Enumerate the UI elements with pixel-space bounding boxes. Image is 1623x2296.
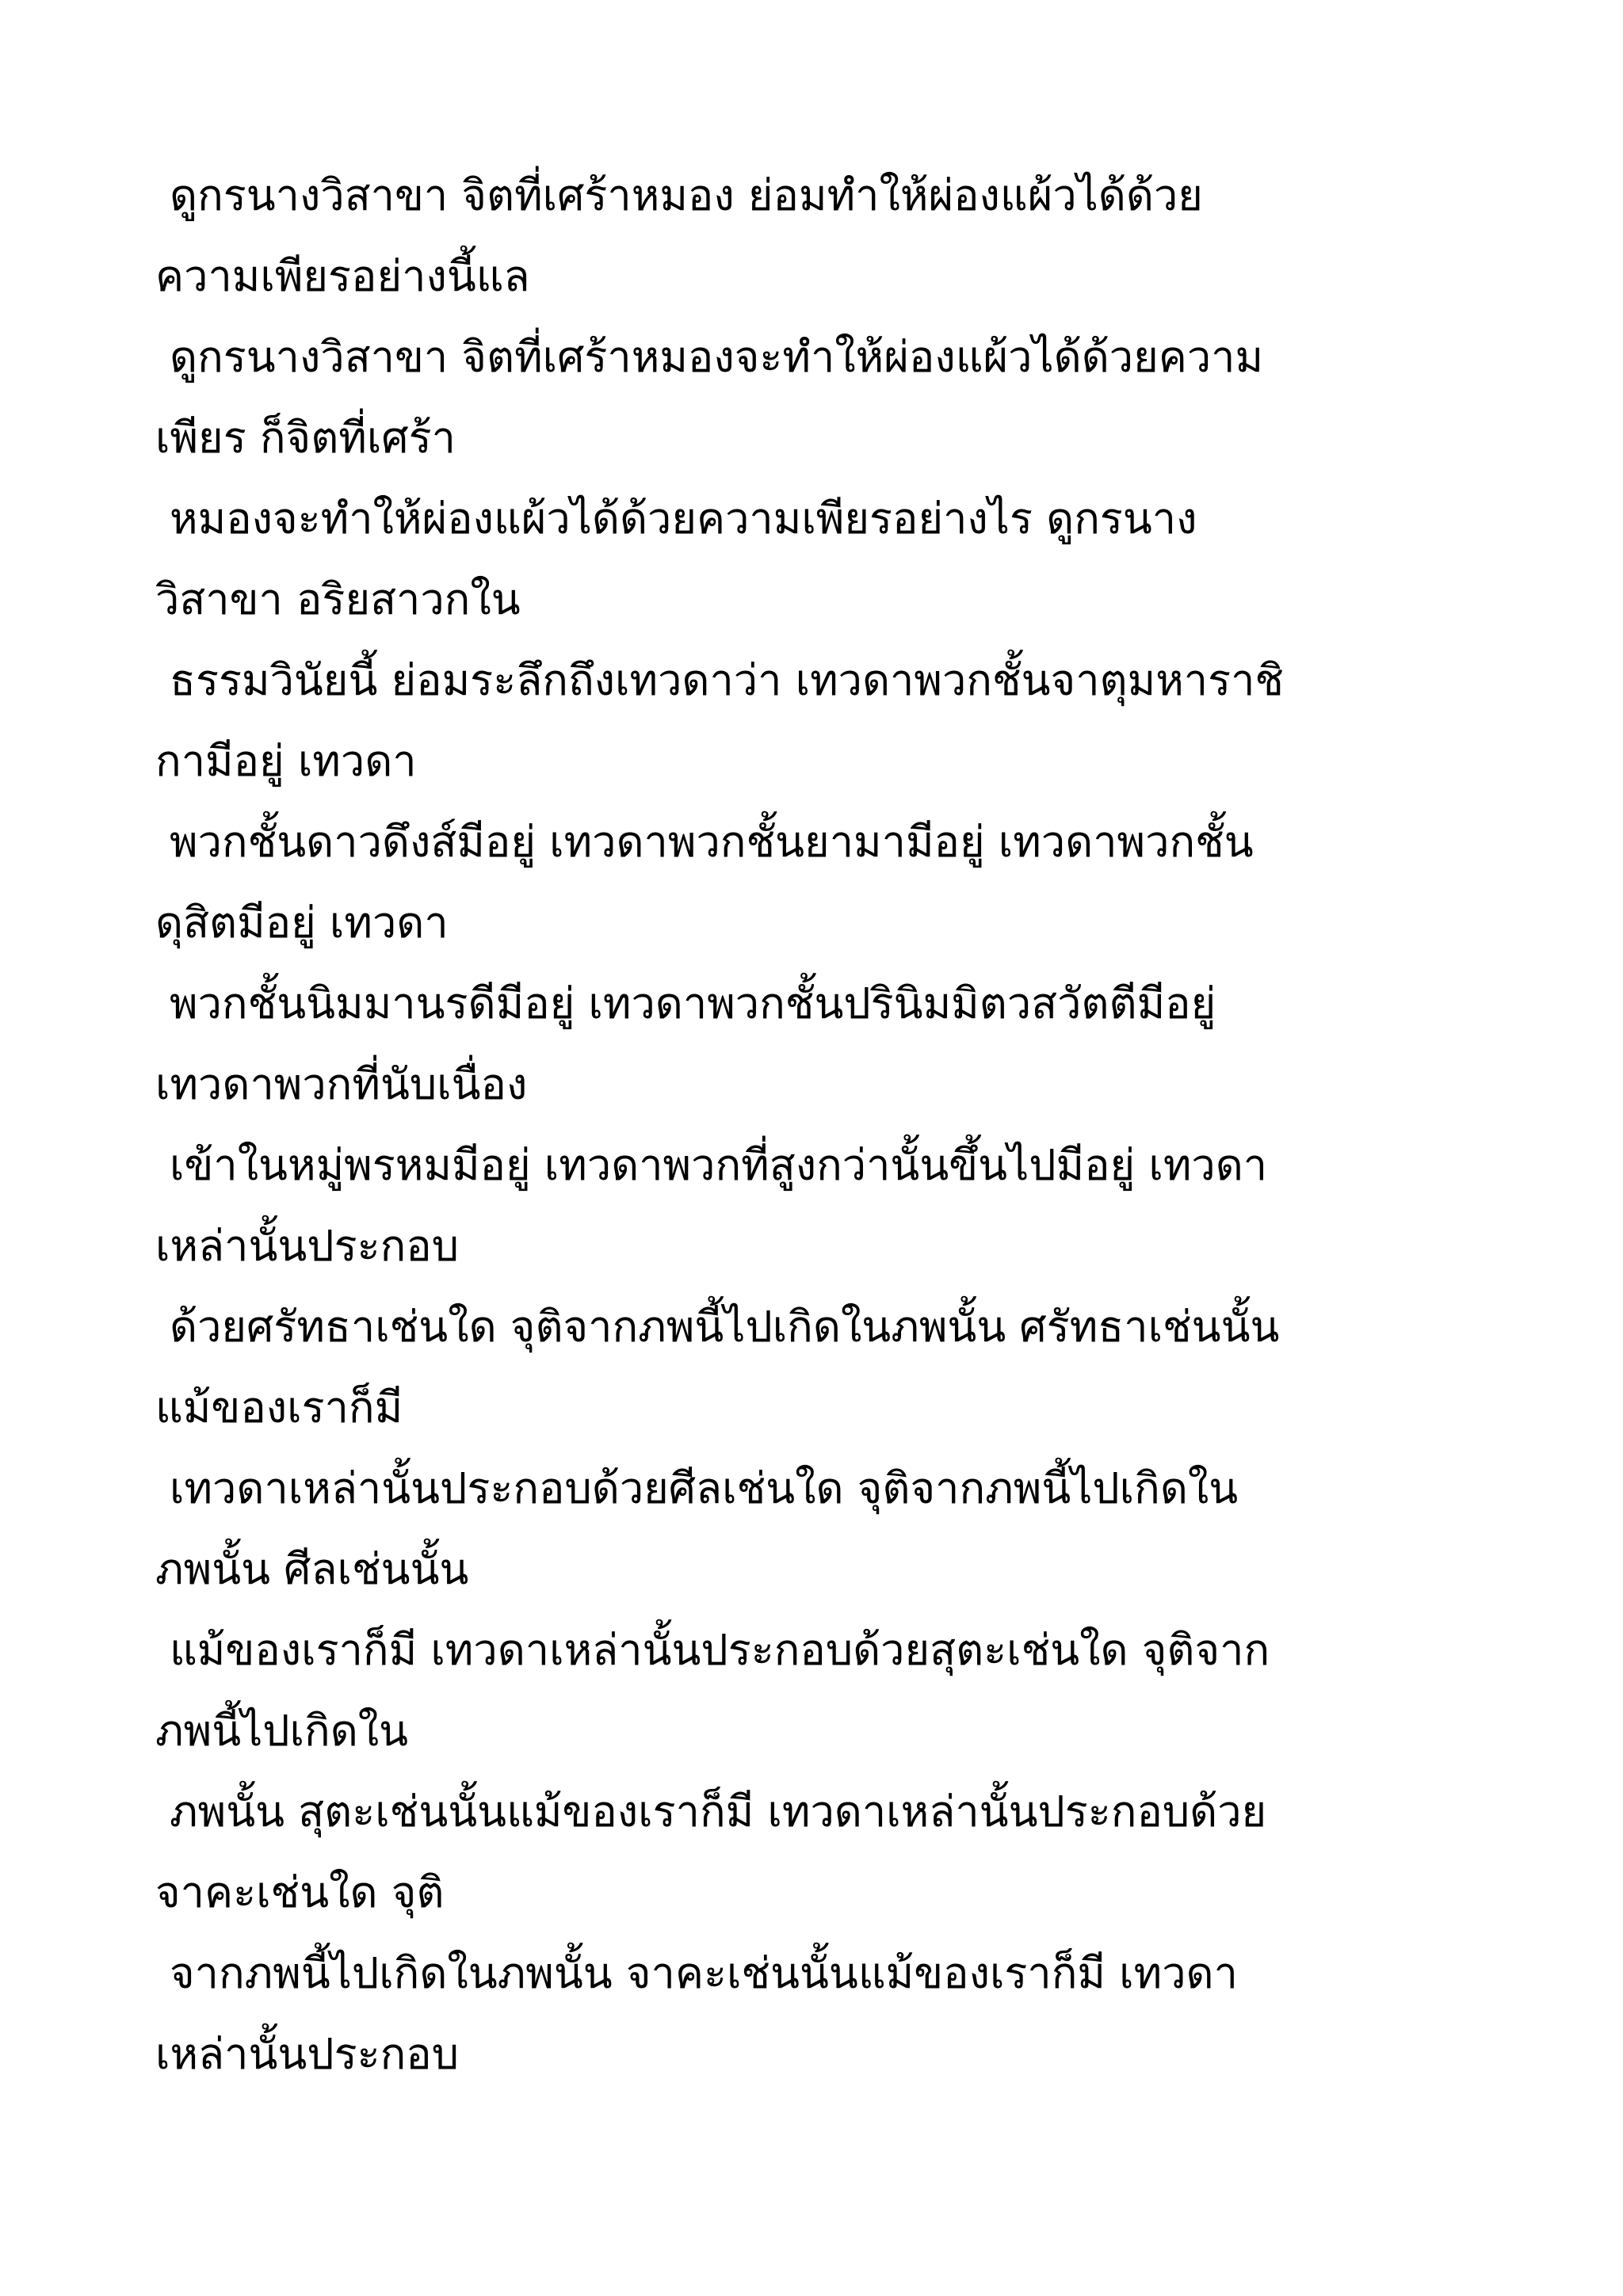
paragraph [155,479,1503,640]
text-line: ภพนั้น สุตะเช่นนั้นแม้ของเราก็มี เทวดาเหล่านั้นประกอบด้วย [170,1787,1267,1836]
text-line: ดุสิตมีอยู่ เทวดา [155,898,449,948]
text-line: เหล่านั้นประกอบ [155,1221,459,1271]
text-line: ด้วยศรัทธาเช่นใด จุติจากภพนี้ไปเกิดในภพนั้น ศรัทธาเช่นนั้น [170,1302,1280,1352]
text-line: เทวดาเหล่านั้นประกอบด้วยศีลเช่นใด จุติจากภพนี้ไปเกิดใน [170,1463,1239,1513]
text-line: เข้าในหมู่พรหมมีอยู่ เทวดาพวกที่สูงกว่านั้นขึ้นไปมีอยู่ เทวดา [170,1140,1268,1190]
text-line: ธรรมวินัยนี้ ย่อมระลึกถึงเทวดาว่า เทวดาพวกชั้นจาตุมหาราชิ [170,655,1285,705]
text-line: กามีอยู่ เทวดา [155,736,417,786]
text-line: พวกชั้นดาวดึงส์มีอยู่ เทวดาพวกชั้นยามามีอยู่ เทวดาพวกชั้น [170,817,1254,867]
text-line: ภพนั้น ศีลเช่นนั้น [155,1544,469,1594]
text-line: พวกชั้นนิมมานรดีมีอยู่ เทวดาพวกชั้นปรินิมมิตวสวัตตีมีอยู่ [170,978,1216,1028]
paragraph [155,317,1503,479]
text-line: เหล่านั้นประกอบ [155,2029,459,2079]
paragraph [155,1448,1503,1610]
text-line: หมองจะทำให้ผ่องแผ้วได้ด้วยความเพียรอย่างไร ดูกรนาง [170,494,1197,543]
paragraph [155,155,1503,317]
paragraph [155,640,1503,802]
paragraph [155,1125,1503,1287]
text-line: เพียร ก็จิตที่เศร้า [155,413,456,463]
text-line: ภพนี้ไปเกิดใน [155,1706,409,1756]
paragraph [155,1772,1503,1933]
text-line: จากภพนี้ไปเกิดในภพนั้น จาคะเช่นนั้นแม้ของเราก็มี เทวดา [170,1948,1238,1998]
text-line: แม้ของเราก็มี เทวดาเหล่านั้นประกอบด้วยสุตะเช่นใด จุติจาก [170,1625,1270,1675]
paragraph [155,1287,1503,1448]
text-line: วิสาขา อริยสาวกใน [155,574,521,624]
text-line: ดูกรนางวิสาขา จิตที่เศร้าหมองจะทำให้ผ่องแผ้วได้ด้วยความ [170,332,1264,382]
text-line: ความเพียรอย่างนี้แล [155,251,530,301]
paragraph [155,963,1503,1125]
text-line: เทวดาพวกที่นับเนื่อง [155,1059,528,1109]
paragraph [155,802,1503,963]
text-line: ดูกรนางวิสาขา จิตที่เศร้าหมอง ย่อมทำให้ผ่องแผ้วได้ด้วย [170,170,1203,220]
document-body [155,155,1503,2095]
text-line: จาคะเช่นใด จุติ [155,1867,445,1917]
paragraph [155,1933,1503,2095]
text-line: แม้ของเราก็มี [155,1383,403,1432]
paragraph [155,1610,1503,1772]
